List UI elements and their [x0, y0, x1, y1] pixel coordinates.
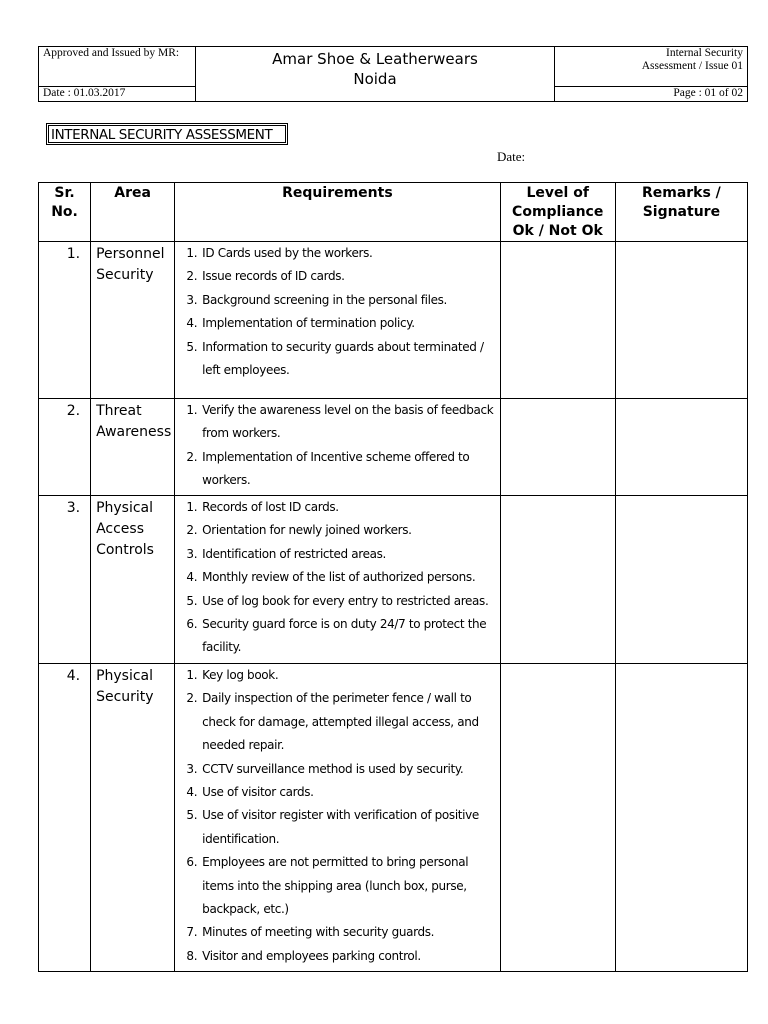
item-text: Minutes of meeting with security guards.	[202, 925, 435, 940]
item-text: Verify the awareness level on the basis of feedback from workers.	[202, 403, 494, 441]
sr-no-cell: 1.	[39, 242, 91, 399]
header-sr-no: Sr. No.	[39, 183, 91, 242]
requirements-list	[175, 399, 499, 493]
item-text: Employees are not permitted to bring personal items into the shipping area (lunch box, purse, backpack, etc.)	[202, 855, 469, 917]
list-item	[175, 265, 499, 288]
header-area: Area	[91, 183, 175, 242]
item-number: 5.	[186, 593, 198, 608]
header-remarks: Remarks / Signature	[615, 183, 747, 242]
area-cell: Physical Security	[91, 664, 175, 972]
page-title: INTERNAL SECURITY ASSESSMENT	[46, 123, 288, 145]
item-text: Records of lost ID cards.	[202, 500, 339, 514]
list-item	[175, 804, 499, 851]
compliance-cell[interactable]	[500, 496, 615, 664]
item-number: 4.	[186, 785, 198, 800]
list-item	[175, 289, 499, 312]
table-row	[39, 399, 748, 496]
document-header	[38, 46, 748, 102]
list-item	[175, 945, 499, 968]
item-number: 1.	[186, 246, 198, 260]
document-title-line2: Assessment / Issue 01	[641, 60, 743, 72]
remarks-cell[interactable]	[615, 496, 747, 664]
item-text: Visitor and employees parking control.	[202, 948, 421, 963]
item-number: 3.	[186, 292, 198, 307]
item-text: Security guard force is on duty 24/7 to protect the facility.	[202, 617, 487, 655]
assessment-table	[38, 182, 748, 972]
list-item	[175, 312, 499, 335]
requirements-cell	[175, 399, 500, 496]
list-item	[175, 613, 499, 660]
requirements-cell	[175, 496, 500, 664]
area-cell: Physical Access Controls	[91, 496, 175, 664]
list-item	[175, 519, 499, 542]
item-number: 5.	[186, 339, 198, 354]
document-title-cell	[555, 47, 748, 87]
item-text: CCTV surveillance method is used by security.	[202, 761, 464, 776]
list-item	[175, 590, 499, 613]
item-text: Monthly review of the list of authorized persons.	[202, 570, 476, 585]
item-number: 3.	[186, 761, 198, 776]
header-level-of-compliance: Level of Compliance Ok / Not Ok	[500, 183, 615, 242]
item-number: 7.	[186, 925, 198, 940]
item-text: Key log book.	[202, 668, 279, 682]
requirements-cell	[175, 664, 500, 972]
document-title-line1: Internal Security	[666, 47, 743, 59]
list-item	[175, 543, 499, 566]
table-row	[39, 496, 748, 664]
item-text: Identification of restricted areas.	[202, 546, 387, 561]
remarks-cell[interactable]	[615, 664, 747, 972]
compliance-cell[interactable]	[500, 399, 615, 496]
item-number: 1.	[186, 500, 198, 514]
item-number: 1.	[186, 403, 198, 417]
list-item	[175, 851, 499, 921]
table-row	[39, 242, 748, 399]
item-number: 2.	[186, 691, 198, 706]
item-text: Use of log book for every entry to restricted areas.	[202, 593, 489, 608]
remarks-cell[interactable]	[615, 242, 747, 399]
requirements-cell	[175, 242, 500, 399]
area-cell: Threat Awareness	[91, 399, 175, 496]
list-item	[175, 399, 499, 446]
item-number: 6.	[186, 855, 198, 870]
item-text: Use of visitor cards.	[202, 785, 314, 800]
item-number: 6.	[186, 617, 198, 632]
compliance-cell[interactable]	[500, 664, 615, 972]
list-item	[175, 446, 499, 493]
item-number: 4.	[186, 570, 198, 585]
remarks-cell[interactable]	[615, 399, 747, 496]
list-item	[175, 242, 499, 265]
item-text: Daily inspection of the perimeter fence / wall to check for damage, attempted illegal access, and needed repair.	[202, 691, 479, 753]
list-item	[175, 566, 499, 589]
item-number: 5.	[186, 808, 198, 823]
requirements-list	[175, 664, 499, 968]
list-item	[175, 758, 499, 781]
list-item	[175, 496, 499, 519]
company-name: Amar Shoe & Leatherwears	[272, 50, 478, 68]
compliance-cell[interactable]	[500, 242, 615, 399]
table-row	[39, 664, 748, 972]
item-number: 3.	[186, 546, 198, 561]
item-number: 2.	[186, 269, 198, 284]
area-cell: Personnel Security	[91, 242, 175, 399]
item-number: 2.	[186, 523, 198, 538]
page-number: Page : 01 of 02	[555, 87, 748, 102]
issue-date: Date : 01.03.2017	[39, 87, 196, 102]
sr-no-cell: 2.	[39, 399, 91, 496]
header-requirements: Requirements	[175, 183, 500, 242]
company-location: Noida	[353, 70, 397, 88]
sr-no-cell: 4.	[39, 664, 91, 972]
item-number: 4.	[186, 316, 198, 331]
date-label: Date:	[497, 149, 526, 164]
item-number: 1.	[186, 668, 198, 682]
list-item	[175, 921, 499, 944]
requirements-list	[175, 242, 499, 382]
item-text: Implementation of Incentive scheme offered to workers.	[202, 449, 470, 488]
item-text: Information to security guards about terminated / left employees.	[202, 339, 484, 378]
item-text: ID Cards used by the workers.	[202, 246, 373, 260]
item-text: Use of visitor register with verification of positive identification.	[202, 808, 479, 846]
item-number: 2.	[186, 449, 198, 464]
list-item	[175, 664, 499, 687]
item-text: Background screening in the personal files.	[202, 292, 448, 307]
sr-no-cell: 3.	[39, 496, 91, 664]
list-item	[175, 336, 499, 383]
approved-by-cell: Approved and Issued by MR:	[39, 47, 196, 87]
list-item	[175, 781, 499, 804]
item-text: Orientation for newly joined workers.	[202, 523, 412, 538]
item-text: Implementation of termination policy.	[202, 316, 415, 331]
item-number: 8.	[186, 948, 198, 963]
list-item	[175, 687, 499, 757]
requirements-list	[175, 496, 499, 660]
company-name-cell	[196, 47, 555, 102]
item-text: Issue records of ID cards.	[202, 269, 345, 284]
